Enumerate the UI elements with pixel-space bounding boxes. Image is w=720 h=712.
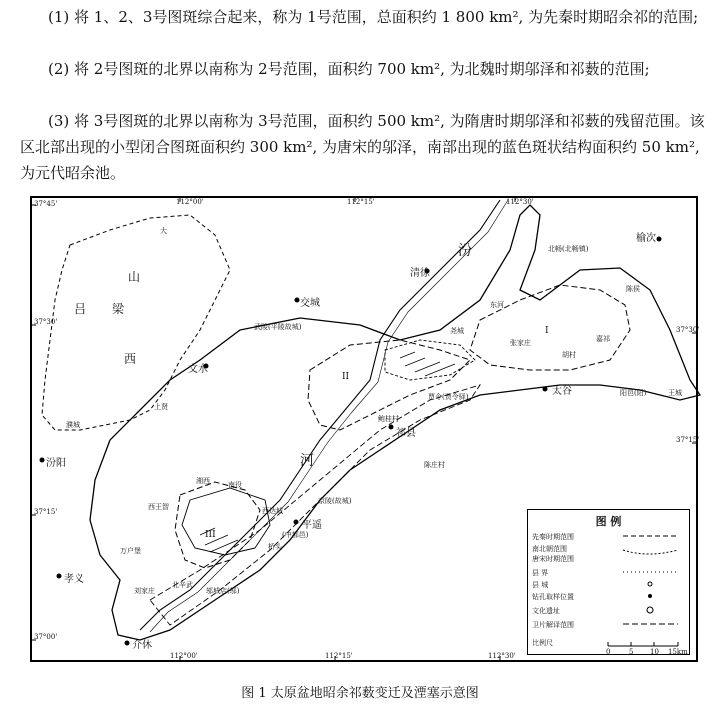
place-qingxu: 清徐 (410, 268, 430, 279)
scale-tick-0: 0 (606, 648, 611, 656)
coord-bottom-2: 112°15' (325, 652, 353, 660)
place-jiaxi: 嘉祁 (596, 335, 610, 343)
legend-title: 图 例 (595, 515, 622, 528)
legend-item-3: 唐宋时期范围 (532, 555, 574, 563)
mountain-xi: 西 (124, 352, 137, 366)
place-beixinwu: 北辛武 (172, 581, 193, 589)
legend-symbols (528, 510, 691, 656)
place-fenyang: 汾阳 (46, 458, 66, 469)
mountain-shan: 山 (128, 270, 141, 284)
legend-item-7: 文化遗址 (532, 607, 560, 615)
legend-item-1: 先秦时期范围 (532, 533, 574, 541)
coord-bottom-1: 112°00' (170, 652, 198, 660)
paragraph-1: (1) 将 1、2、3号图斑综合起来，称为 1号范围，总面积约 1 800 km², 为先秦时期昭余祁的范围; (48, 8, 699, 26)
place-jialing: 贾令(贾令驿) (428, 393, 469, 401)
scale-tick-5: 5 (629, 648, 634, 656)
place-guanzhen: 王城 (668, 389, 682, 397)
legend-item-6: 钻孔取样位置 (532, 593, 574, 601)
place-wuchengdian: 邬城店(邬) (206, 587, 240, 595)
coord-top-1: 112°00' (176, 198, 204, 206)
figure-caption: 图 1 太原盆地昭余祁薮变迁及湮塞示意图 (241, 686, 479, 701)
place-donghe: 东河 (490, 301, 504, 309)
river-label-fen: 汾 (458, 243, 472, 259)
place-xidazhai: 西达城 (262, 507, 283, 515)
place-nanpu: 胡村 (562, 351, 576, 359)
place-shangu: 上贤 (154, 403, 168, 411)
coord-bottom-3: 112°30' (488, 652, 516, 660)
place-yaocheng: 尧城 (450, 327, 464, 335)
region-one: I (545, 326, 549, 336)
place-bolu: 鲍桂村 (378, 415, 399, 423)
place-chenhe: 陈侯 (626, 285, 640, 293)
place-taigu: 太谷 (552, 386, 572, 397)
scale-tick-10: 10 (650, 648, 659, 656)
coord-right-2: 37°15' (676, 436, 700, 444)
place-qixian: 祁县 (396, 428, 416, 439)
coord-left-2: 37°30' (34, 318, 58, 326)
place-yangyi: 阳邑(阳) (620, 389, 647, 397)
place-zhangjiazhuang: 张家庄 (510, 339, 531, 347)
legend-scale-label: 比例尺 (532, 639, 553, 647)
legend-box (527, 509, 690, 655)
place-qiaotou: 桥头 (268, 543, 282, 551)
legend-item-5: 县 城 (532, 581, 549, 589)
legend-item-4: 县 界 (532, 569, 549, 577)
coord-top-2: 112°15' (347, 198, 375, 206)
place-liujiazhuang: 刘家庄 (134, 587, 155, 595)
place-xiwang: 西王智 (148, 503, 169, 511)
place-nanxiang: 南役 (228, 481, 242, 489)
place-yuci: 榆次 (636, 233, 656, 244)
coord-top-3: 112°30' (506, 198, 534, 206)
region-two: II (342, 372, 350, 382)
paragraph-3: (3) 将 3号图斑的北界以南称为 3号范围，面积约 500 km², 为隋唐时期邬泽和祁薮的残留范围。该区北部出现的小型闭合图斑面积约 300 km², 为唐宋的邬泽，南部出现的蓝色斑状结构面积约 50 km², 为元代昭余池。 (20, 112, 705, 182)
river-label-he: 河 (300, 453, 314, 469)
place-jingling: 京陵(故城) (318, 497, 352, 505)
place-nanxi: 湘西 (196, 477, 210, 485)
place-jiexiu: 介休 (132, 640, 152, 651)
place-beibo: 北畅(北畅镇) (548, 245, 589, 253)
coord-left-3: 37°15' (34, 508, 58, 516)
scale-tick-15: 15km (668, 648, 688, 656)
place-wuling: 武陵(平陵故城) (254, 323, 302, 331)
place-wenshui: 文水 (188, 364, 208, 375)
mountain-liang: 梁 (112, 302, 125, 316)
coord-left-1: 37°45' (34, 200, 58, 208)
region-three: III (205, 530, 216, 540)
place-zhongdu: (中都邑) (282, 531, 309, 539)
place-wanhu: 万户堡 (120, 547, 141, 555)
legend-item-2: 南北朝范围 (532, 545, 567, 553)
place-zhuangwei: 陈庄村 (424, 461, 445, 469)
coord-right-1: 37°30' (676, 326, 700, 334)
place-pingyao: 平遥 (302, 520, 322, 531)
place-xiaoyi: 孝义 (64, 574, 84, 585)
coord-left-4: 37°00' (34, 633, 58, 641)
place-pimi: 濮城 (66, 421, 80, 429)
place-jiaocheng: 交城 (300, 298, 320, 309)
legend-item-8: 卫片解译范围 (532, 621, 574, 629)
mountain-lu: 吕 (74, 302, 87, 316)
paragraph-2: (2) 将 2号图斑的北界以南称为 2号范围，面积约 700 km², 为北魏时期邬泽和祁薮的范围; (48, 60, 650, 78)
mountain-da: 大 (160, 227, 167, 235)
